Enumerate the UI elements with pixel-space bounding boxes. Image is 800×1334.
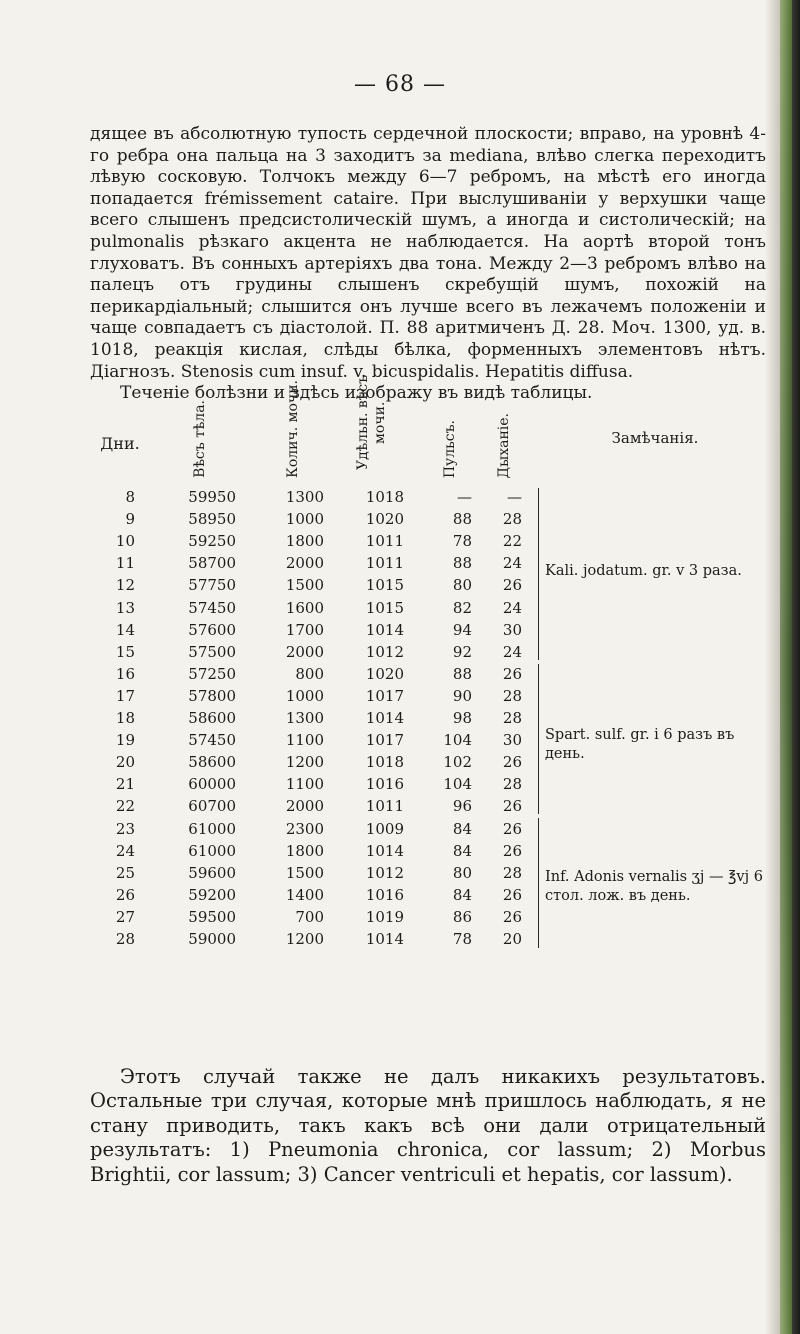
table-row	[0, 510, 800, 532]
table-row	[0, 621, 800, 643]
cell-weight: 58600	[188, 753, 236, 772]
cell-specific-gravity: 1019	[365, 907, 404, 926]
top-paragraph	[90, 124, 766, 405]
cell-pulse: —	[457, 488, 472, 506]
cell-specific-gravity: 1015	[365, 576, 404, 595]
table-row	[0, 797, 800, 819]
cell-day: 14	[115, 620, 135, 639]
table-row	[0, 532, 800, 554]
cell-pulse: 104	[443, 731, 472, 750]
cell-specific-gravity: 1014	[365, 620, 404, 639]
header-urine-sg-label: Удѣльн. вѣсъ мочи.	[355, 375, 388, 471]
cell-respiration: 30	[502, 620, 522, 639]
table-row	[0, 687, 800, 709]
cell-respiration: 26	[502, 576, 522, 595]
header-notes: Замѣчанія.	[611, 429, 699, 447]
cell-day: 9	[125, 510, 135, 529]
cell-urine: 1000	[285, 510, 324, 529]
cell-urine: 1200	[285, 753, 324, 772]
cell-day: 28	[115, 930, 135, 948]
cell-day: 22	[115, 797, 135, 816]
note-bracket	[528, 818, 539, 948]
cell-urine: 1000	[285, 686, 324, 705]
cell-pulse: 88	[452, 554, 472, 573]
cell-pulse: 84	[452, 819, 472, 838]
cell-weight: 57800	[188, 686, 236, 705]
cell-urine: 1500	[285, 863, 324, 882]
cell-weight: 59600	[188, 863, 236, 882]
cell-day: 24	[115, 841, 135, 860]
cell-urine: 2000	[285, 642, 324, 661]
bottom-paragraph-text: Этотъ случай также не далъ никакихъ результатовъ. Остальные три случая, которые мнѣ пришлось наблюдать, я не стану приводить, такъ какъ всѣ они дали отрицательный результатъ: 1) Pneumonia chronica, cor lassum; 2) Morbus Brightii, cor lassum; 3) Cancer ventriculi et hepatis, cor lassum).	[90, 1065, 766, 1186]
cell-pulse: 78	[452, 930, 472, 948]
cell-respiration: 26	[502, 753, 522, 772]
cell-pulse: 90	[452, 686, 472, 705]
cell-urine: 1600	[285, 598, 324, 617]
cell-pulse: 88	[452, 510, 472, 529]
header-pulse-label: Пульсъ.	[441, 419, 458, 478]
cell-respiration: 26	[502, 841, 522, 860]
note-bracket	[528, 488, 539, 660]
table-row	[0, 820, 800, 842]
header-pulse	[430, 368, 470, 478]
cell-day: 27	[115, 907, 135, 926]
table-row	[0, 908, 800, 930]
cell-day: 23	[115, 819, 135, 838]
cell-weight: 57250	[188, 664, 236, 683]
cell-urine: 1500	[285, 576, 324, 595]
cell-day: 12	[115, 576, 135, 595]
note-text: Kali. jodatum. gr. v 3 раза.	[545, 563, 742, 579]
cell-specific-gravity: 1014	[365, 709, 404, 727]
cell-respiration: 26	[502, 907, 522, 926]
cell-pulse: 92	[452, 642, 472, 661]
cell-specific-gravity: 1015	[365, 598, 404, 617]
cell-day: 10	[115, 532, 135, 551]
cell-weight: 57450	[188, 731, 236, 750]
cell-weight: 58600	[188, 709, 236, 727]
table-row	[0, 643, 800, 665]
cell-respiration: 24	[502, 554, 522, 573]
cell-urine: 800	[295, 664, 324, 683]
cell-respiration: 28	[502, 709, 522, 727]
cell-weight: 57750	[188, 576, 236, 595]
cell-weight: 61000	[188, 819, 236, 838]
cell-respiration: 26	[502, 885, 522, 904]
cell-urine: 1800	[285, 841, 324, 860]
top-paragraph-table-intro: Теченіе болѣзни и здѣсь изображу въ видѣ таблицы.	[120, 383, 593, 404]
table-row	[0, 842, 800, 864]
cell-day: 20	[115, 753, 135, 772]
cell-weight: 59500	[188, 907, 236, 926]
cell-pulse: 80	[452, 576, 472, 595]
cell-pulse: 84	[452, 841, 472, 860]
cell-specific-gravity: 1011	[365, 532, 404, 551]
cell-respiration: 28	[502, 686, 522, 705]
cell-respiration: 24	[502, 642, 522, 661]
cell-pulse: 102	[443, 753, 472, 772]
cell-specific-gravity: 1018	[365, 488, 404, 506]
cell-urine: 1700	[285, 620, 324, 639]
cell-urine: 2300	[285, 819, 324, 838]
table-row	[0, 599, 800, 621]
cell-respiration: 24	[502, 598, 522, 617]
cell-weight: 59950	[188, 488, 236, 506]
cell-urine: 1100	[285, 731, 324, 750]
cell-day: 13	[115, 598, 135, 617]
header-respiration	[484, 368, 524, 478]
page-number: — 68 —	[354, 72, 446, 97]
cell-specific-gravity: 1011	[365, 554, 404, 573]
cell-day: 15	[115, 642, 135, 661]
cell-weight: 60700	[188, 797, 236, 816]
cell-weight: 59000	[188, 930, 236, 948]
cell-respiration: —	[507, 488, 522, 506]
header-weight	[170, 368, 230, 478]
cell-respiration: 26	[502, 797, 522, 816]
cell-pulse: 84	[452, 885, 472, 904]
table-row	[0, 488, 800, 510]
cell-specific-gravity: 1012	[365, 642, 404, 661]
cell-weight: 60000	[188, 775, 236, 794]
cell-respiration: 28	[502, 775, 522, 794]
cell-urine: 1400	[285, 885, 324, 904]
table-row	[0, 775, 800, 797]
cell-weight: 57450	[188, 598, 236, 617]
cell-weight: 57600	[188, 620, 236, 639]
cell-day: 21	[115, 775, 135, 794]
cell-respiration: 26	[502, 664, 522, 683]
cell-pulse: 104	[443, 775, 472, 794]
table-row	[0, 665, 800, 687]
cell-urine: 1100	[285, 775, 324, 794]
cell-specific-gravity: 1017	[365, 731, 404, 750]
cell-pulse: 94	[452, 620, 472, 639]
cell-specific-gravity: 1011	[365, 797, 404, 816]
cell-respiration: 30	[502, 731, 522, 750]
cell-pulse: 82	[452, 598, 472, 617]
cell-day: 26	[115, 885, 135, 904]
cell-urine: 1300	[285, 488, 324, 506]
cell-day: 8	[125, 488, 135, 506]
cell-day: 17	[115, 686, 135, 705]
course-table	[0, 368, 800, 1048]
cell-urine: 700	[295, 907, 324, 926]
bottom-paragraph	[90, 1065, 766, 1187]
cell-urine: 1200	[285, 930, 324, 948]
cell-pulse: 96	[452, 797, 472, 816]
cell-respiration: 26	[502, 819, 522, 838]
cell-weight: 57500	[188, 642, 236, 661]
cell-pulse: 88	[452, 664, 472, 683]
header-respiration-label: Дыханіе.	[495, 412, 512, 478]
cell-day: 11	[115, 554, 135, 573]
cell-urine: 1800	[285, 532, 324, 551]
cell-specific-gravity: 1020	[365, 510, 404, 529]
cell-respiration: 28	[502, 510, 522, 529]
cell-weight: 59250	[188, 532, 236, 551]
cell-pulse: 80	[452, 863, 472, 882]
header-urine-qty	[268, 368, 318, 478]
cell-specific-gravity: 1012	[365, 863, 404, 882]
cell-specific-gravity: 1014	[365, 930, 404, 948]
cell-specific-gravity: 1017	[365, 686, 404, 705]
header-days: Дни.	[100, 433, 140, 453]
cell-respiration: 28	[502, 863, 522, 882]
header-urine-sg	[343, 368, 407, 478]
header-urine-qty-label: Колич. мочи.	[284, 380, 301, 478]
cell-pulse: 86	[452, 907, 472, 926]
cell-day: 16	[115, 664, 135, 683]
cell-weight: 58950	[188, 510, 236, 529]
cell-day: 18	[115, 709, 135, 727]
cell-specific-gravity: 1018	[365, 753, 404, 772]
cell-urine: 1300	[285, 709, 324, 727]
header-weight-label: Вѣсъ тѣла.	[191, 400, 208, 478]
cell-specific-gravity: 1016	[365, 775, 404, 794]
note-bracket	[528, 664, 539, 814]
cell-weight: 58700	[188, 554, 236, 573]
cell-day: 19	[115, 731, 135, 750]
cell-specific-gravity: 1016	[365, 885, 404, 904]
cell-specific-gravity: 1020	[365, 664, 404, 683]
cell-day: 25	[115, 863, 135, 882]
cell-pulse: 78	[452, 532, 472, 551]
cell-respiration: 20	[502, 930, 522, 948]
cell-urine: 2000	[285, 554, 324, 573]
top-paragraph-text: дящее въ абсолютную тупость сердечной плоскости; вправо, на уровнѣ 4-го ребра она пальца на 3 заходитъ за medіana, влѣво слегка переходитъ лѣвую сосковую. Толчокъ между 6—7 ребромъ, на мѣстѣ его иногда попадается frémissement cataire. При выслушиваніи у верхушки чаще всего слышенъ предсистолическій шумъ, а иногда и систолическій; на pulmonalis рѣзкаго акцента не наблюдается. На аортѣ второй тонъ глуховатъ. Въ сонныхъ артеріяхъ два тона. Между 2—3 ребромъ влѣво на палецъ отъ грудины слышенъ скребущій шумъ, похожій на перикардіальный; слышится онъ лучше всего въ лежачемъ положеніи и чаще совпадаетъ съ діастолой. П. 88 аритмиченъ Д. 28. Моч. 1300, уд. в. 1018, реакція кислая, слѣды бѣлка, форменныхъ элементовъ нѣтъ. Діагнозъ. Stenosis cum insuf. v. bicuspidalis. Hepatitis diffusa.	[90, 124, 766, 382]
note-text: Inf. Adonis vernalis ʒj — ℥vj 6 стол. лож. въ день.	[545, 869, 763, 904]
cell-urine: 2000	[285, 797, 324, 816]
table-row	[0, 930, 800, 952]
note-text: Spart. sulf. gr. i 6 разъ въ день.	[545, 727, 735, 762]
cell-pulse: 98	[452, 709, 472, 727]
cell-specific-gravity: 1014	[365, 841, 404, 860]
cell-weight: 59200	[188, 885, 236, 904]
cell-specific-gravity: 1009	[365, 819, 404, 838]
cell-respiration: 22	[502, 532, 522, 551]
cell-weight: 61000	[188, 841, 236, 860]
